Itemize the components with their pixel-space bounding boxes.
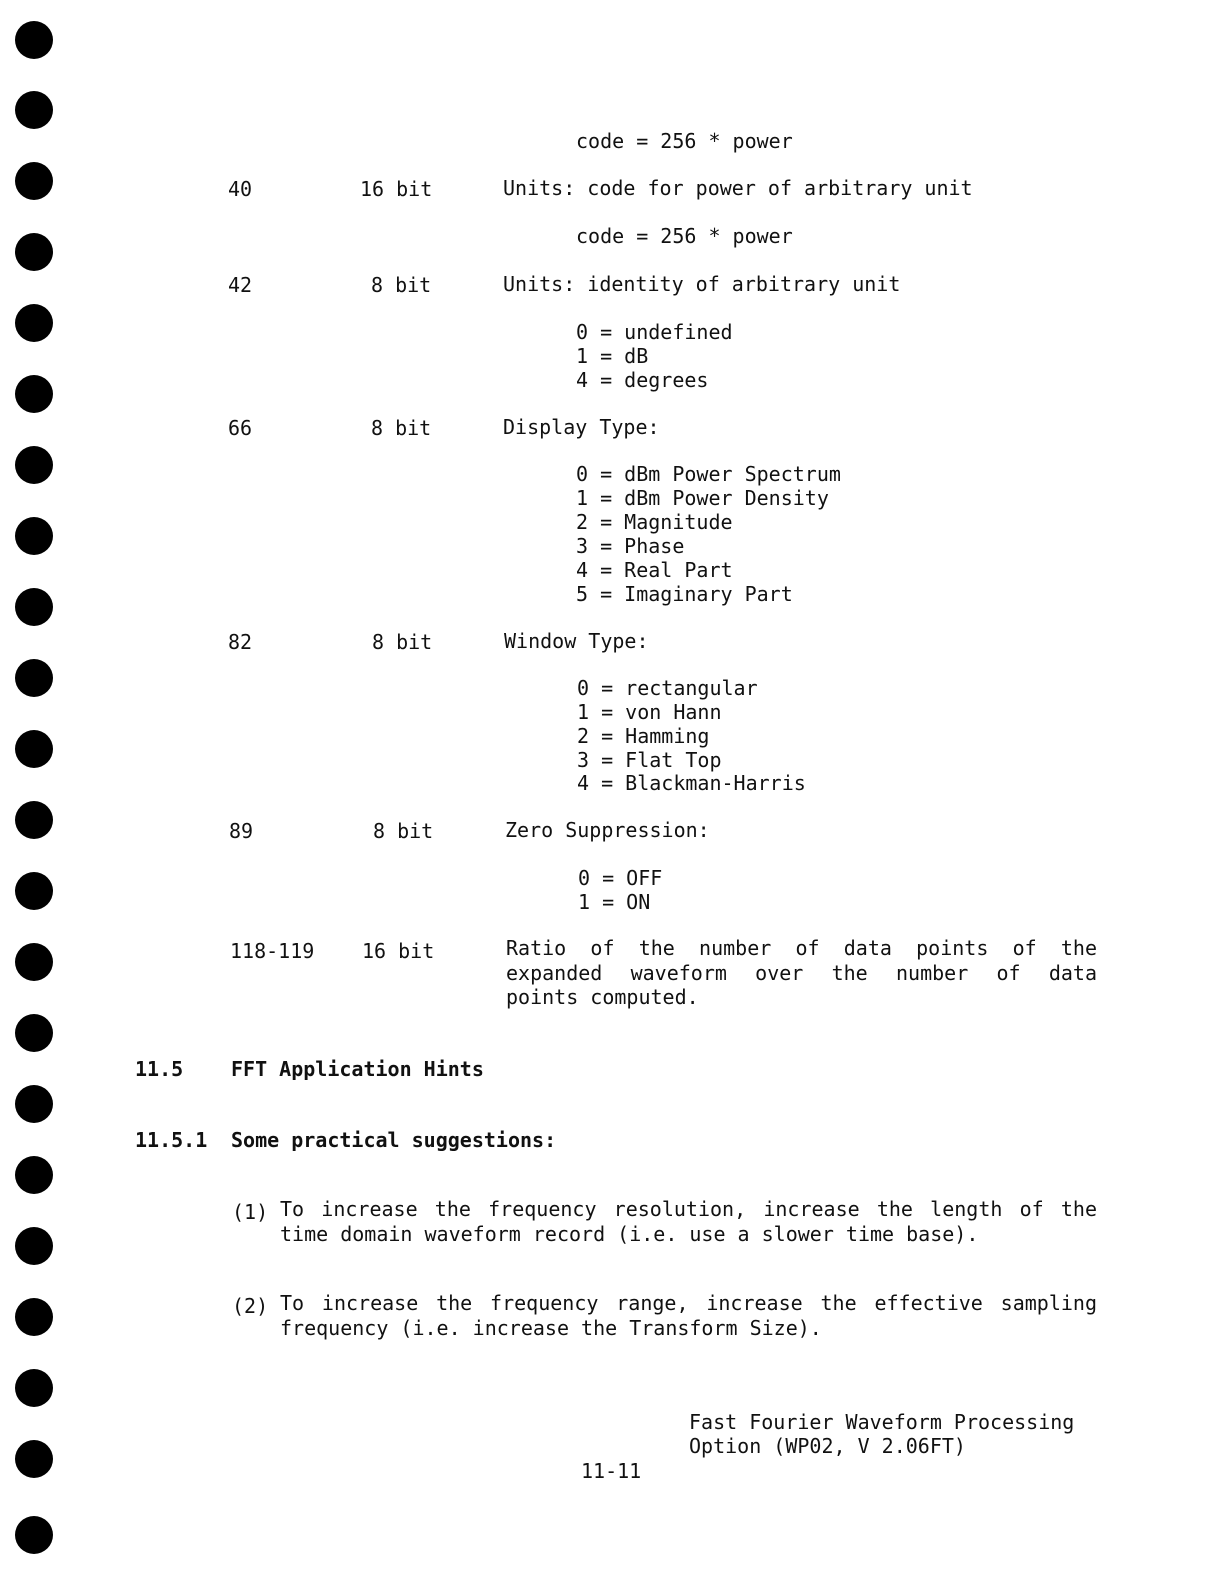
field-description: Units: code for power of arbitrary unit: [503, 176, 973, 200]
punch-hole: [15, 1298, 53, 1336]
field-description: [506, 936, 1097, 1010]
punch-hole: [15, 1156, 53, 1194]
suggestion-line: frequency (i.e. increase the Transform Size).: [280, 1315, 822, 1340]
value-list-item: 2 = Hamming: [577, 724, 710, 748]
suggestion-line: To increase the frequency resolution, increase the length of the: [280, 1197, 1097, 1221]
suggestion-text: [280, 1197, 1097, 1246]
value-list-item: 0 = OFF: [578, 866, 663, 890]
value-list-item: 3 = Phase: [576, 534, 685, 558]
value-list-item: 1 = von Hann: [577, 700, 722, 724]
section-title: FFT Application Hints: [231, 1057, 484, 1081]
punch-hole: [15, 91, 53, 129]
suggestion-marker: (1): [232, 1200, 269, 1224]
field-offset: 42: [228, 273, 253, 297]
description-line: points computed.: [506, 985, 699, 1009]
binder-punch-holes: [15, 0, 53, 1576]
punch-hole: [15, 1014, 53, 1052]
value-list-item: 0 = rectangular: [577, 676, 758, 700]
value-list-item: 1 = dB: [576, 344, 649, 368]
punch-hole: [15, 446, 53, 484]
field-description: Window Type:: [504, 629, 649, 653]
value-list-item: 2 = Magnitude: [576, 510, 733, 534]
punch-hole: [15, 943, 53, 981]
field-description: Units: identity of arbitrary unit: [503, 272, 901, 296]
punch-hole: [15, 1369, 53, 1407]
punch-hole: [15, 21, 53, 59]
value-list-item: 1 = ON: [578, 890, 651, 914]
field-offset: 118-119: [230, 939, 315, 963]
punch-hole: [15, 1440, 53, 1478]
description-line: expanded waveform over the number of data: [506, 960, 1097, 985]
subsection-number: 11.5.1: [135, 1128, 208, 1152]
punch-hole: [15, 375, 53, 413]
formula-code-power: code = 256 * power: [576, 224, 793, 248]
footer-document-option: Option (WP02, V 2.06FT): [689, 1434, 966, 1458]
punch-hole: [15, 872, 53, 910]
field-size: 8 bit: [371, 273, 432, 297]
punch-hole: [15, 162, 53, 200]
value-list-item: 0 = dBm Power Spectrum: [576, 462, 841, 486]
suggestion-marker: (2): [232, 1294, 269, 1318]
punch-hole: [15, 588, 53, 626]
punch-hole: [15, 659, 53, 697]
section-number: 11.5: [135, 1057, 184, 1081]
field-description: Zero Suppression:: [505, 818, 710, 842]
suggestion-line: time domain waveform record (i.e. use a slower time base).: [280, 1221, 979, 1246]
footer-document-title: Fast Fourier Waveform Processing: [689, 1410, 1075, 1434]
field-offset: 82: [228, 630, 253, 654]
field-description: Display Type:: [503, 415, 660, 439]
description-line: Ratio of the number of data points of the: [506, 936, 1097, 960]
field-size: 8 bit: [372, 630, 433, 654]
field-size: 8 bit: [373, 819, 434, 843]
punch-hole: [15, 304, 53, 342]
punch-hole: [15, 517, 53, 555]
value-list-item: 4 = degrees: [576, 368, 709, 392]
field-size: 16 bit: [362, 939, 435, 963]
page-number: 11-11: [581, 1459, 642, 1483]
value-list-item: 4 = Real Part: [576, 558, 733, 582]
punch-hole: [15, 1227, 53, 1265]
suggestion-text: [280, 1291, 1097, 1340]
field-size: 8 bit: [371, 416, 432, 440]
value-list-item: 3 = Flat Top: [577, 748, 722, 772]
field-offset: 89: [229, 819, 254, 843]
subsection-title: Some practical suggestions:: [231, 1128, 557, 1152]
punch-hole: [15, 730, 53, 768]
value-list-item: 0 = undefined: [576, 320, 733, 344]
punch-hole: [15, 801, 53, 839]
field-offset: 66: [228, 416, 253, 440]
field-size: 16 bit: [360, 177, 433, 201]
punch-hole: [15, 1085, 53, 1123]
value-list-item: 4 = Blackman-Harris: [577, 771, 806, 795]
suggestion-line: To increase the frequency range, increase the effective sampling: [280, 1291, 1097, 1315]
punch-hole: [15, 233, 53, 271]
punch-hole: [15, 1516, 53, 1554]
value-list-item: 5 = Imaginary Part: [576, 582, 793, 606]
field-offset: 40: [228, 177, 253, 201]
value-list-item: 1 = dBm Power Density: [576, 486, 829, 510]
formula-code-power: code = 256 * power: [576, 129, 793, 153]
